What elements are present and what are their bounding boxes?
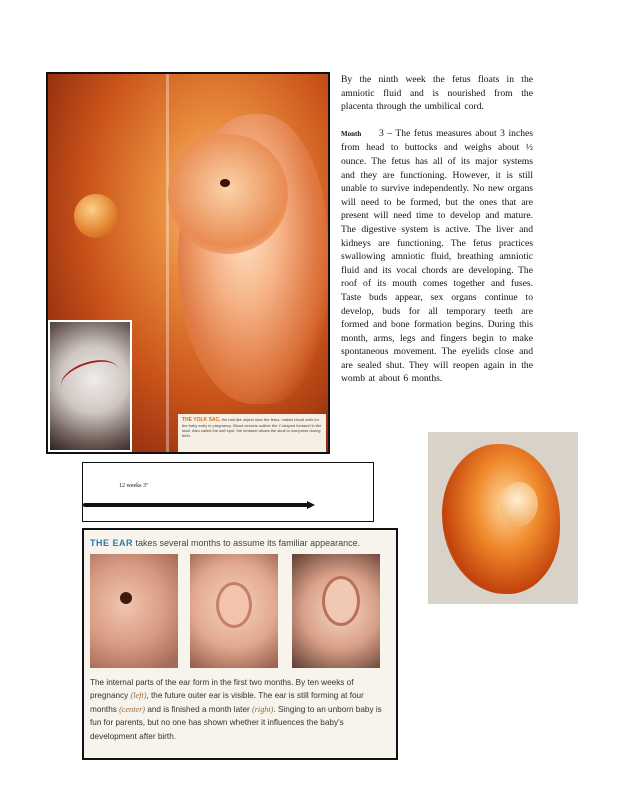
intro-paragraph: By the ninth week the fetus floats in the amniotic fluid and is nourished from the placenta through the umbilical cord. [341,74,533,113]
ear-caption-left: (left) [130,691,147,701]
forming-ear-image [216,582,252,628]
fetus-photo [46,72,330,454]
photo-caption-text: the ball-like object near the fetus, makes blood cells for the baby early in pregnancy. Blood vessels outline the Y-shaped fontanel in the skull. Also called the soft spot, the fontanel allows the skull to compress during birth. [182,417,322,438]
ear-caption-part2: , the future outer ear is visible. The ear is still forming at four months [90,691,364,714]
ear-caption [90,676,392,743]
month-body: 3 – The fetus measures about 3 inches from head to buttocks and weighs about ½ ounce. The fetus has all of its major systems and they are functioning. However, it is still unable to survive independently. No new organs will need to be formed, but the ones that are present will need time to develop and mature. The digestive system is active. The liver and kidneys are functioning. The fetus practices swallowing amniotic fluid, breathing amniotic fluid and its vocal chords are developing. The roof of its mouth comes together and fuses. Taste buds appear, sex organs continue to develop, buds for all temporary teeth are formed and bone formation begins. During this month, arms, legs and fingers begin to make spontaneous movement. The eyelids close and are sealed shut. They will reopen again in the womb at about 6 months. [341,127,534,385]
arrow-right-icon [307,501,315,509]
photo-caption-title: THE YOLK SAC, [182,417,221,423]
ear-photo-center [190,554,278,668]
month-paragraph [341,127,533,386]
fontanel-vessels-image [57,354,124,403]
ear-panel [82,528,398,760]
ear-photo-left [90,554,178,668]
fetus-eye-image [220,179,230,187]
size-scale-line [83,503,311,507]
embryo-image [500,482,538,526]
ear-subtitle: takes several months to assume its familiar appearance. [135,538,361,548]
finished-ear-image [322,576,360,626]
ear-caption-part1: The internal parts of the ear form in the first two months. By ten weeks of pregnancy [90,678,354,701]
size-label-box [82,462,374,522]
amniotic-sac-image [442,444,560,594]
photo-caption [178,414,326,454]
ear-bud-image [120,592,132,604]
ear-caption-part3: and is finished a month later [145,704,253,714]
size-label-text: 12 weeks 3" [119,483,149,489]
month-label: Month [341,129,362,138]
embryo-sac-photo [428,432,578,604]
fetus-head-image [168,134,288,254]
ear-caption-center: (center) [119,704,146,714]
page-fold [166,74,169,452]
body-text-column [341,73,533,386]
ear-caption-part4: . Singing to an unborn baby is fun for parents, but no one has shown whether it influences the baby's development after birth. [90,704,382,741]
ear-caption-right: (right) [252,704,274,714]
ear-heading [90,538,360,548]
skull-inset-photo [48,320,132,452]
ear-title: THE EAR [90,538,134,548]
yolk-sac-image [74,194,118,238]
ear-photo-right [292,554,380,668]
